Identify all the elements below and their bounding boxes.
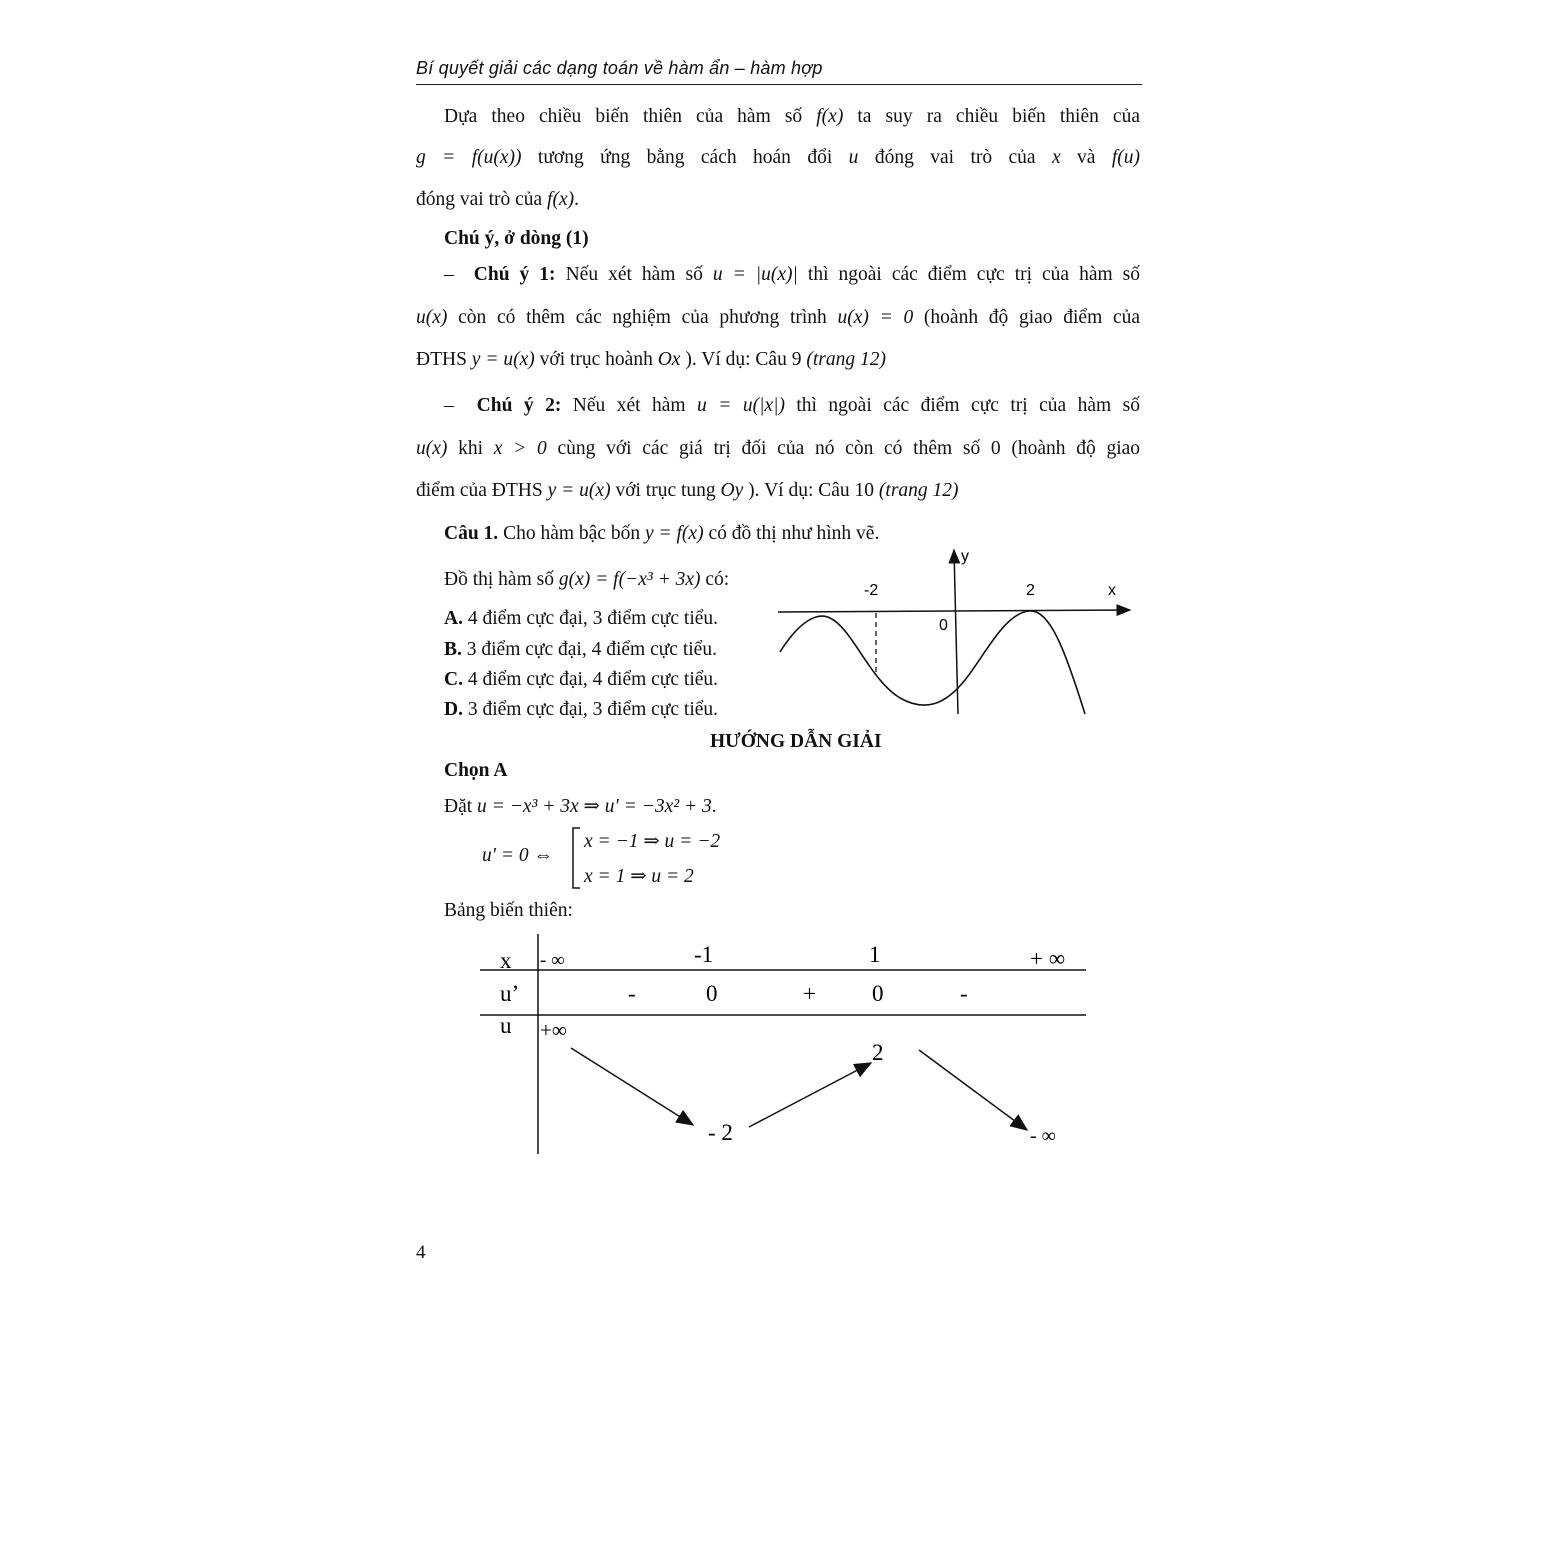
derivative-condition: u′ = 0 ⇔ — [482, 845, 554, 866]
u-val-pos-inf: +∞ — [540, 1018, 567, 1042]
origin-label: 0 — [939, 617, 948, 634]
running-header: Bí quyết giải các dạng toán về hàm ẩn – hàm hợp — [416, 58, 823, 78]
page-number: 4 — [416, 1242, 426, 1263]
row-label-x: x — [500, 948, 512, 973]
arrow-decrease-1 — [571, 1048, 693, 1125]
du-sign-1: - — [628, 981, 636, 1006]
note2-line-3: điểm của ĐTHS y = u(x) với trục tung Oy ). Ví dụ: Câu 10 (trang 12) — [416, 480, 959, 501]
tick-label-2: 2 — [1026, 582, 1035, 599]
x-val-neg1: -1 — [694, 942, 714, 967]
x-val-pos-inf: + ∞ — [1030, 946, 1066, 971]
option-d: D. 3 điểm cực đại, 3 điểm cực tiểu. — [444, 699, 719, 720]
note2-line-1: – Chú ý 2: Nếu xét hàm u = u(|x|) thì ngoài các điểm cực trị của hàm số — [444, 395, 1141, 416]
x-val-1: 1 — [869, 942, 881, 967]
du-sign-2: + — [803, 981, 816, 1006]
intro-line-1: Dựa theo chiều biến thiên của hàm số f(x) ta suy ra chiều biến thiên của — [444, 106, 1140, 127]
note1-line-1: – Chú ý 1: Nếu xét hàm số u = |u(x)| thì ngoài các điểm cực trị của hàm số — [444, 264, 1141, 285]
solution-choice: Chọn A — [444, 760, 508, 781]
option-a: A. 4 điểm cực đại, 3 điểm cực tiểu. — [444, 608, 719, 629]
case-1: x = −1 ⇒ u = −2 — [584, 831, 721, 852]
note2-line-2: u(x) khi x > 0 cùng với các giá trị đối của nó còn có thêm số 0 (hoành độ giao — [416, 438, 1141, 459]
intro-line-3: đóng vai trò của f(x). — [416, 189, 579, 210]
u-val-neg-inf: - ∞ — [1030, 1125, 1056, 1147]
table-title: Bảng biến thiên: — [444, 900, 573, 921]
y-axis-label: y — [961, 548, 969, 565]
intro-line-2: g = f(u(x)) tương ứng bằng cách hoán đổi u đóng vai trò của x và f(u) — [416, 147, 1141, 168]
du-zero-1: 0 — [706, 981, 718, 1006]
solution-heading: HƯỚNG DẪN GIẢI — [710, 731, 882, 752]
note1-line-2: u(x) còn có thêm các nghiệm của phương trình u(x) = 0 (hoành độ giao điểm của — [416, 307, 1140, 328]
arrow-increase — [749, 1063, 871, 1127]
note1-line-3: ĐTHS y = u(x) với trục hoành Ox ). Ví dụ: Câu 9 (trang 12) — [416, 349, 886, 370]
du-sign-3: - — [960, 981, 968, 1006]
substitution-line: Đặt u = −x³ + 3x ⇒ u′ = −3x² + 3. — [444, 796, 717, 817]
row-label-du: u’ — [500, 981, 520, 1006]
option-b: B. 3 điểm cực đại, 4 điểm cực tiểu. — [444, 639, 717, 660]
x-axis-label: x — [1108, 582, 1116, 599]
option-c: C. 4 điểm cực đại, 4 điểm cực tiểu. — [444, 669, 719, 690]
question-stem: Câu 1. Cho hàm bậc bốn y = f(x) có đồ thị như hình vẽ. — [444, 523, 880, 544]
question-line-2: Đồ thị hàm số g(x) = f(−x³ + 3x) có: — [444, 569, 730, 590]
x-val-neg-inf: - ∞ — [540, 950, 565, 971]
u-val-neg2: - 2 — [708, 1120, 733, 1145]
u-val-2: 2 — [872, 1040, 884, 1065]
row-label-u: u — [500, 1013, 512, 1038]
du-zero-2: 0 — [872, 981, 884, 1006]
case-2: x = 1 ⇒ u = 2 — [584, 866, 694, 887]
tick-label-neg2: -2 — [864, 582, 879, 599]
arrow-decrease-2 — [919, 1050, 1027, 1130]
note-heading: Chú ý, ở dòng (1) — [444, 228, 589, 249]
